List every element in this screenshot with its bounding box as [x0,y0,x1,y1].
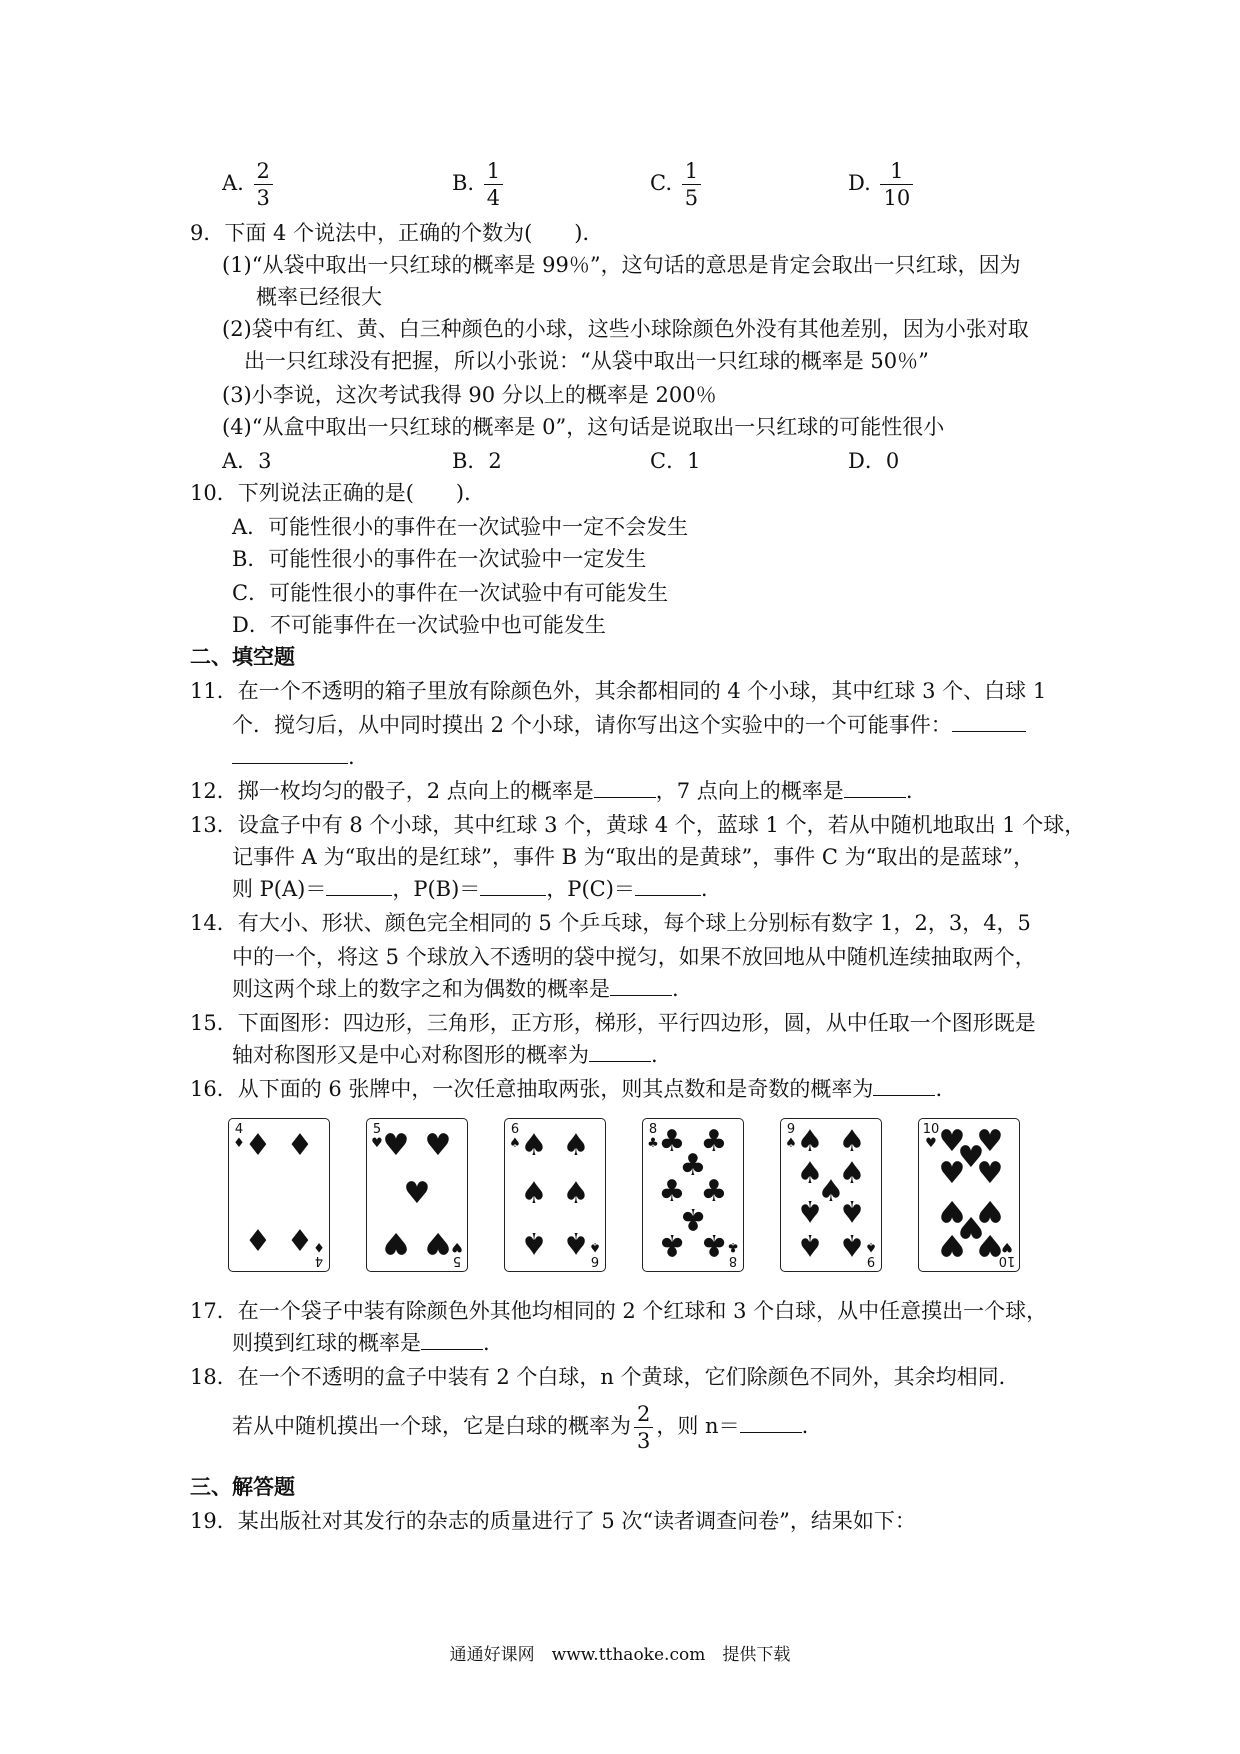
heart-icon: ♥ [957,1209,985,1244]
q14-line-2: 中的一个，将这 5 个球放入不透明的袋中搅匀，如果不放回地从中随机连续抽取两个， [232,945,1036,969]
diamond-icon: ♦ [244,1224,272,1259]
section-heading-answer: 三、解答题 [190,1474,295,1499]
spade-icon: ♠ [562,1128,590,1163]
spade-icon: ♠ [562,1225,590,1260]
q17-line-2: 则摸到红球的概率是 . [232,1331,490,1355]
answer-blank [952,711,1026,732]
q9-statement-1-cont: 概率已经很大 [256,285,382,309]
q8-option-c: C. $\frac{1}{5}$ [650,158,704,211]
q9-option-d: D．0 [848,449,900,473]
q8-option-b: B. $\frac{1}{4}$ [452,158,506,211]
q13-line-2: 记事件 A 为“取出的是红球”，事件 B 为“取出的是黄球”，事件 C 为“取出的是蓝球”， [232,845,1035,869]
q9-statement-4: (4)“从盒中取出一只红球的概率是 0”，这句话是说取出一只红球的可能性很小 [222,415,945,439]
club-icon: ♣ [658,1227,686,1262]
answer-blank [610,975,672,996]
card-rank-top: 5 ♥ [371,1122,383,1151]
spade-icon: ♠ [520,1225,548,1260]
q10-option-b: B．可能性很小的事件在一次试验中一定发生 [232,547,647,571]
spade-icon: ♠ [796,1124,824,1159]
diamond-icon: ♦ [286,1128,314,1163]
q14-line-3: 则这两个球上的数字之和为偶数的概率是 . [232,977,679,1001]
club-icon: ♣ [700,1227,728,1262]
q9-option-b: B．2 [452,449,502,473]
spade-icon: ♠ [838,1156,866,1191]
q18-line-1: 18．在一个不透明的盒子中装有 2 个白球，n 个黄球，它们除颜色不同外，其余均相同． [190,1365,1020,1389]
q11-line-1: 11．在一个不透明的箱子里放有除颜色外，其余都相同的 4 个小球，其中红球 3 个、白球 1 [190,679,1047,703]
q11-line-2: 个．搅匀后，从中同时摸出 2 个小球，请你写出这个实验中的一个可能事件： [232,710,1026,740]
heart-icon: ♥ [403,1176,431,1211]
heart-icon: ♥ [976,1193,1004,1228]
answer-blank [480,875,546,896]
answer-blank [421,1329,483,1350]
q11-line-3: . [232,742,355,772]
heart-icon: ♥ [382,1128,410,1163]
q10-option-d: D．不可能事件在一次试验中也可能发生 [232,613,606,637]
card-rank-bottom: 6 ♠ [589,1239,601,1268]
heart-icon: ♥ [382,1225,410,1260]
heart-icon: ♥ [424,1128,452,1163]
q9-statement-3: (3)小李说，这次考试我得 90 分以上的概率是 200％ [222,383,717,407]
spade-icon: ♠ [817,1174,845,1209]
spade-icon: ♠ [796,1193,824,1228]
q10-option-a: A．可能性很小的事件在一次试验中一定不会发生 [232,515,689,539]
answer-blank [589,1041,651,1062]
card-rank-bottom: 4 ♦ [313,1239,325,1268]
spade-icon: ♠ [520,1128,548,1163]
card-rank-bottom: 8 ♣ [727,1239,739,1268]
heart-icon: ♥ [976,1124,1004,1159]
heart-icon: ♥ [976,1156,1004,1191]
q9-statement-2-cont: 出一只红球没有把握，所以小张说：“从袋中取出一只红球的概率是 50％” [244,349,929,373]
diamond-icon: ♦ [286,1224,314,1259]
q9-statement-2: (2)袋中有红、黄、白三种颜色的小球，这些小球除颜色外没有其他差别，因为小张对取 [222,317,1029,341]
playing-card-10-hearts [918,1118,1020,1272]
playing-card-6-spades [504,1118,606,1272]
q8-option-a: A. $\frac{2}{3}$ [222,158,276,211]
q9-stem: 9．下面 4 个说法中，正确的个数为( )． [190,221,604,245]
q12: 12．掷一枚均匀的骰子，2 点向上的概率是 ，7 点向上的概率是 . [190,779,913,803]
spade-icon: ♠ [520,1176,548,1211]
club-icon: ♣ [658,1124,686,1159]
answer-blank [873,1075,935,1096]
q17-line-1: 17．在一个袋子中装有除颜色外其他均相同的 2 个红球和 3 个白球，从中任意摸出一个球， [190,1299,1048,1323]
answer-blank [844,777,906,798]
card-rank-top: 6 ♠ [509,1122,521,1151]
heart-icon: ♥ [976,1227,1004,1262]
heart-icon: ♥ [938,1227,966,1262]
club-icon: ♣ [679,1201,707,1236]
card-rank-bottom: 9 ♠ [865,1239,877,1268]
answer-blank [326,875,392,896]
answer-blank [594,777,656,798]
page-footer: 通通好课网 www.tthaoke.com 提供下载 [449,1645,791,1665]
q10-option-c: C．可能性很小的事件在一次试验中有可能发生 [232,581,669,605]
diamond-icon: ♦ [244,1128,272,1163]
spade-icon: ♠ [838,1193,866,1228]
spade-icon: ♠ [796,1227,824,1262]
q16: 16．从下面的 6 张牌中，一次任意抽取两张，则其点数和是奇数的概率为 . [190,1077,943,1101]
answer-blank [740,1412,802,1433]
q15-line-1: 15．下面图形：四边形，三角形，正方形，梯形，平行四边形，圆，从中任取一个图形既是 [190,1011,1036,1035]
q13-line-3: 则 P(A)＝ ，P(B)＝ ，P(C)＝ . [232,877,708,901]
heart-icon: ♥ [424,1225,452,1260]
club-icon: ♣ [700,1174,728,1209]
q19: 19．某出版社对其发行的杂志的质量进行了 5 次“读者调查问卷”，结果如下： [190,1509,916,1533]
card-rank-top: 9 ♠ [785,1122,797,1151]
card-rank-top: 10 ♥ [922,1122,940,1151]
club-icon: ♣ [679,1148,707,1183]
playing-card-8-clubs [642,1118,744,1272]
q9-statement-1: (1)“从袋中取出一只红球的概率是 99％”，这句话的意思是肯定会取出一只红球，因为 [222,253,1021,277]
spade-icon: ♠ [838,1124,866,1159]
q9-option-c: C．1 [650,449,701,473]
playing-card-5-hearts [366,1118,468,1272]
club-icon: ♣ [700,1124,728,1159]
playing-card-9-spades [780,1118,882,1272]
q8-option-d: D. $\frac{1}{10}$ [848,158,916,211]
heart-icon: ♥ [938,1124,966,1159]
card-rank-bottom: 10 ♥ [998,1239,1016,1268]
q18-line-2: 若从中随机摸出一个球，它是白球的概率为 $\frac{2}{3}$ ，则 n＝ . [232,1402,809,1453]
club-icon: ♣ [658,1174,686,1209]
heart-icon: ♥ [957,1140,985,1175]
playing-card-4-diamonds [228,1118,330,1272]
answer-blank [635,875,701,896]
spade-icon: ♠ [838,1227,866,1262]
q14-line-1: 14．有大小、形状、颜色完全相同的 5 个乒乓球，每个球上分别标有数字 1，2，3，4，5 [190,911,1031,935]
spade-icon: ♠ [562,1176,590,1211]
q15-line-2: 轴对称图形又是中心对称图形的概率为 . [232,1043,658,1067]
q13-line-1: 13．设盒子中有 8 个小球，其中红球 3 个，黄球 4 个，蓝球 1 个，若从中随机地取出 1 个球， [190,813,1086,837]
heart-icon: ♥ [938,1193,966,1228]
heart-icon: ♥ [938,1156,966,1191]
card-rank-bottom: 5 ♥ [451,1239,463,1268]
q9-option-a: A．3 [222,449,272,473]
section-heading-fill-in: 二、填空题 [190,644,295,669]
answer-blank [232,743,348,764]
spade-icon: ♠ [796,1156,824,1191]
q10-stem: 10．下列说法正确的是( )． [190,481,486,505]
card-rank-top: 4 ♦ [233,1122,245,1151]
card-rank-top: 8 ♣ [647,1122,659,1151]
